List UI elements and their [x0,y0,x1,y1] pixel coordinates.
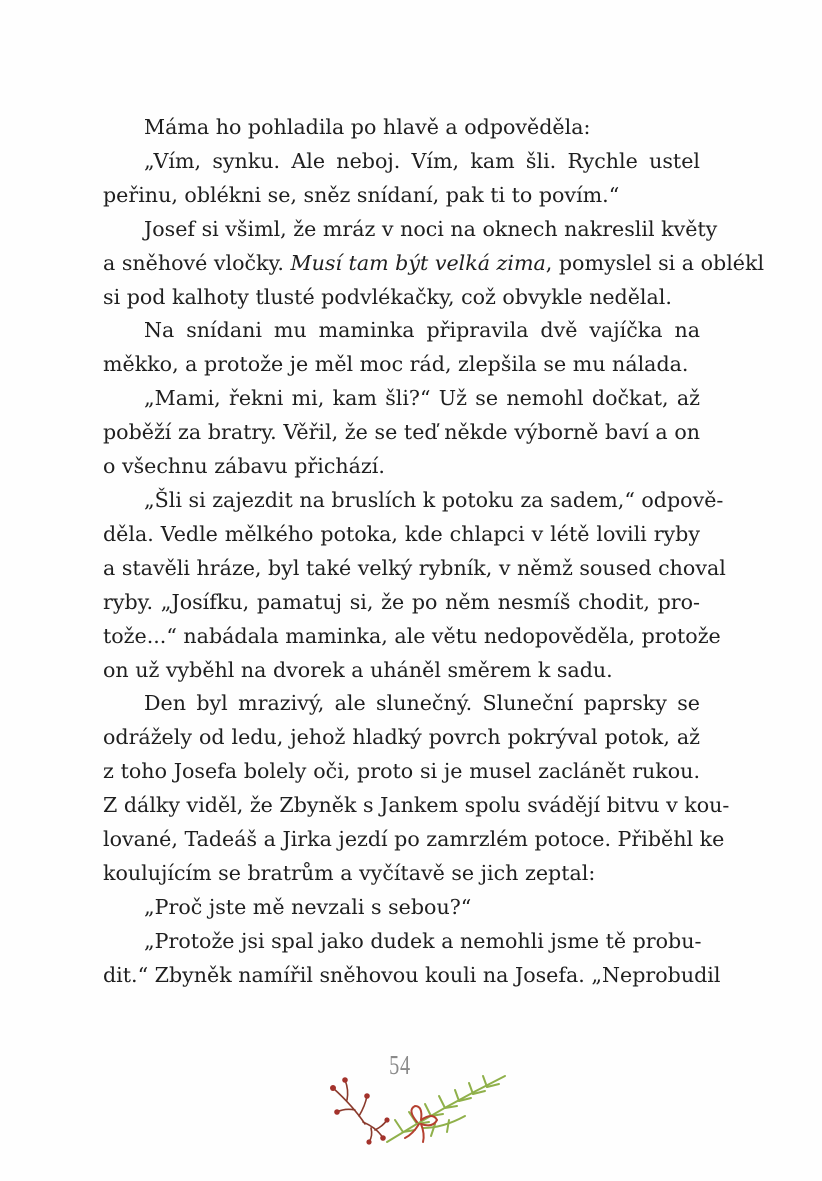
text-segment: , pomyslel si a oblékl [545,250,765,275]
text-line: on už vyběhl na dvorek a uháněl směrem k sadu. [103,657,613,682]
text-line: peřinu, oblékni se, sněz snídaní, pak ti to povím.“ [103,182,620,207]
text-line: si pod kalhoty tlusté podvlékačky, což obvykle nedělal. [103,284,672,309]
berry-sprig-left [333,1080,387,1142]
text-line: Den byl mrazivý, ale slunečný. Sluneční paprsky se [144,691,700,716]
paragraph-7 [103,687,730,890]
text-line: „Mami, řekni mi, kam šli?“ Už se nemohl dočkat, až [144,386,700,411]
text-line: „Vím, synku. Ale neboj. Vím, kam šli. Rychle ustel [144,148,700,173]
text-line: děla. Vedle mělkého potoka, kde chlapci v létě lovili ryby [103,521,700,546]
text-line: „Šli si zajezdit na bruslích k potoku za sadem,“ odpově- [144,487,724,512]
text-line: odrážely od ledu, jehož hladký povrch pokrýval potok, až [103,725,700,750]
text-line: dit.“ Zbyněk namířil sněhovou kouli na Josefa. „Neprobudil [103,962,721,987]
text-line: Z dálky viděl, že Zbyněk s Jankem spolu svádějí bitvu v kou- [103,793,730,818]
text-line: ryby. „Josífku, pamatuj si, že po něm nesmíš chodit, pro- [103,589,700,614]
page-number: 54 [389,1050,411,1080]
text-line: Na snídani mu maminka připravila dvě vajíčka na [144,318,700,343]
paragraph-1 [103,111,700,145]
paragraph-4 [103,314,700,382]
text-line: lované, Tadeáš a Jirka jezdí po zamrzlém potoce. Přiběhl ke [103,827,725,852]
text-line: koulujícím se bratrům a vyčítavě se jich zeptal: [103,860,596,885]
paragraph-2 [103,145,700,213]
pine-branch [387,1076,505,1142]
paragraph-3 [103,213,765,315]
text-line: poběží za bratry. Věřil, že se teď někde výborně baví a on [103,420,700,445]
text-line: měkko, a protože je měl moc rád, zlepšila se mu nálada. [103,352,689,377]
text-line: a stavěli hráze, byl také velký rybník, v němž soused choval [103,555,726,580]
text-line: o všechnu zábavu přichází. [103,454,385,479]
christmas-sprig-ornament-icon [325,1066,515,1146]
text-line: „Proč jste mě nevzali s sebou?“ [144,894,472,919]
text-line-mixed [103,247,765,281]
text-segment: a sněhové vločky. [103,250,284,275]
paragraph-5 [103,382,700,484]
text-line: tože...“ nabádala maminka, ale větu nedopověděla, protože [103,623,721,648]
text-line: Josef si všiml, že mráz v noci na oknech nakreslil květy [144,216,718,241]
text-line: Máma ho pohladila po hlavě a odpověděla: [144,115,591,139]
text-line: „Protože jsi spal jako dudek a nemohli jsme tě probu- [144,928,702,953]
italic-thought: Musí tam být velká zima [290,250,546,275]
page-body [103,111,765,993]
text-line: z toho Josefa bolely oči, proto si je musel zaclánět rukou. [103,759,700,784]
paragraph-8 [103,891,700,925]
paragraph-6 [103,484,726,687]
paragraph-9 [103,925,721,993]
